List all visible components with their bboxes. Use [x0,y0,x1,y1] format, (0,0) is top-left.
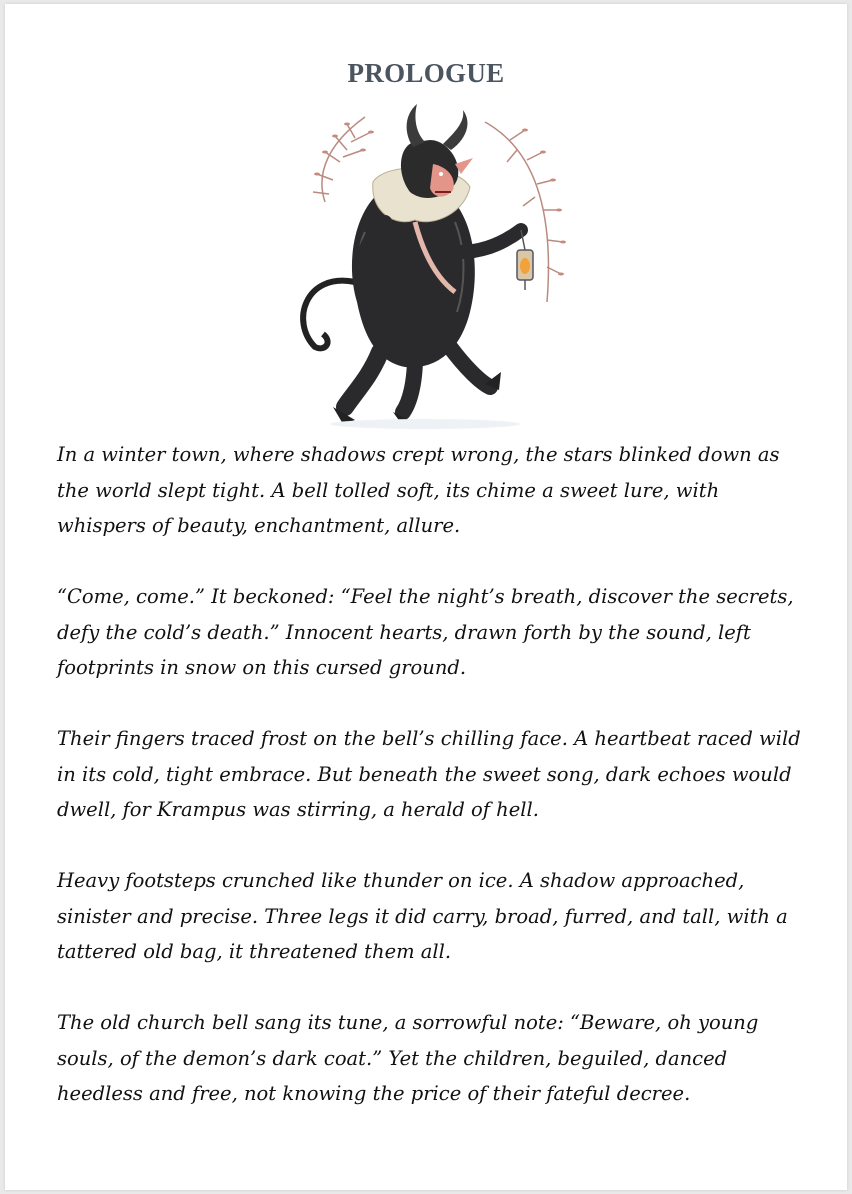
document-page [5,4,847,1190]
krampus-illustration [285,102,575,432]
paragraph: Heavy footsteps crunched like thunder on ice. A shadow approached, sinister and precise. Three legs it did carry, broad, furred, and tall, with a tattered old bag, it threatened them all. [57,869,788,963]
paragraph: In a winter town, where shadows crept wrong, the stars blinked down as the world slept tight. A bell tolled soft, its chime a sweet lure, with whispers of beauty, enchantment, allure. [57,443,780,537]
krampus-icon [285,102,575,432]
paragraph: “Come, come.” It beckoned: “Feel the night’s breath, discover the secrets, defy the cold’s death.” Innocent hearts, drawn forth by the sound, left footprints in snow on this cursed ground. [57,585,794,679]
paragraph: Their fingers traced frost on the bell’s chilling face. A heartbeat raced wild in its cold, tight embrace. But beneath the sweet song, dark echoes would dwell, for Krampus was stirring, a herald of hell. [57,727,801,821]
page-title: PROLOGUE [347,58,505,88]
paragraph: The old church bell sang its tune, a sorrowful note: “Beware, oh young souls, of the demon’s dark coat.” Yet the children, beguiled, danced heedless and free, not knowing the price of their fateful decree. [57,1011,759,1105]
prologue-text [57,437,807,1147]
